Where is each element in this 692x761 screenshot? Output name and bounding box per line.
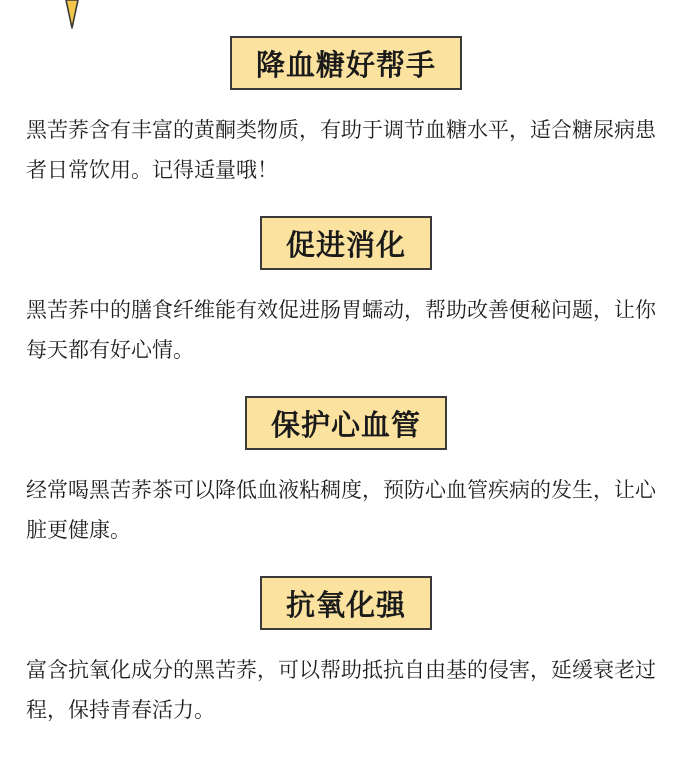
section-heading: 降血糖好帮手 <box>230 36 462 90</box>
section-text: 黑苦荞含有丰富的黄酮类物质，有助于调节血糖水平，适合糖尿病患者日常饮用。记得适量哦！ <box>26 118 656 182</box>
section-blood-sugar <box>0 36 692 190</box>
section-digestion <box>0 216 692 370</box>
leaf-tip-icon <box>62 0 82 30</box>
section-text: 富含抗氧化成分的黑苦荞，可以帮助抵抗自由基的侵害，延缓衰老过程，保持青春活力。 <box>26 658 656 722</box>
section-heading: 促进消化 <box>260 216 432 270</box>
section-text: 黑苦荞中的膳食纤维能有效促进肠胃蠕动，帮助改善便秘问题，让你每天都有好心情。 <box>26 298 656 362</box>
section-cardiovascular <box>0 396 692 550</box>
section-text: 经常喝黑苦荞茶可以降低血液粘稠度，预防心血管疾病的发生，让心脏更健康。 <box>26 478 656 542</box>
section-heading: 抗氧化强 <box>260 576 432 630</box>
section-heading: 保护心血管 <box>245 396 447 450</box>
section-antioxidant <box>0 576 692 730</box>
